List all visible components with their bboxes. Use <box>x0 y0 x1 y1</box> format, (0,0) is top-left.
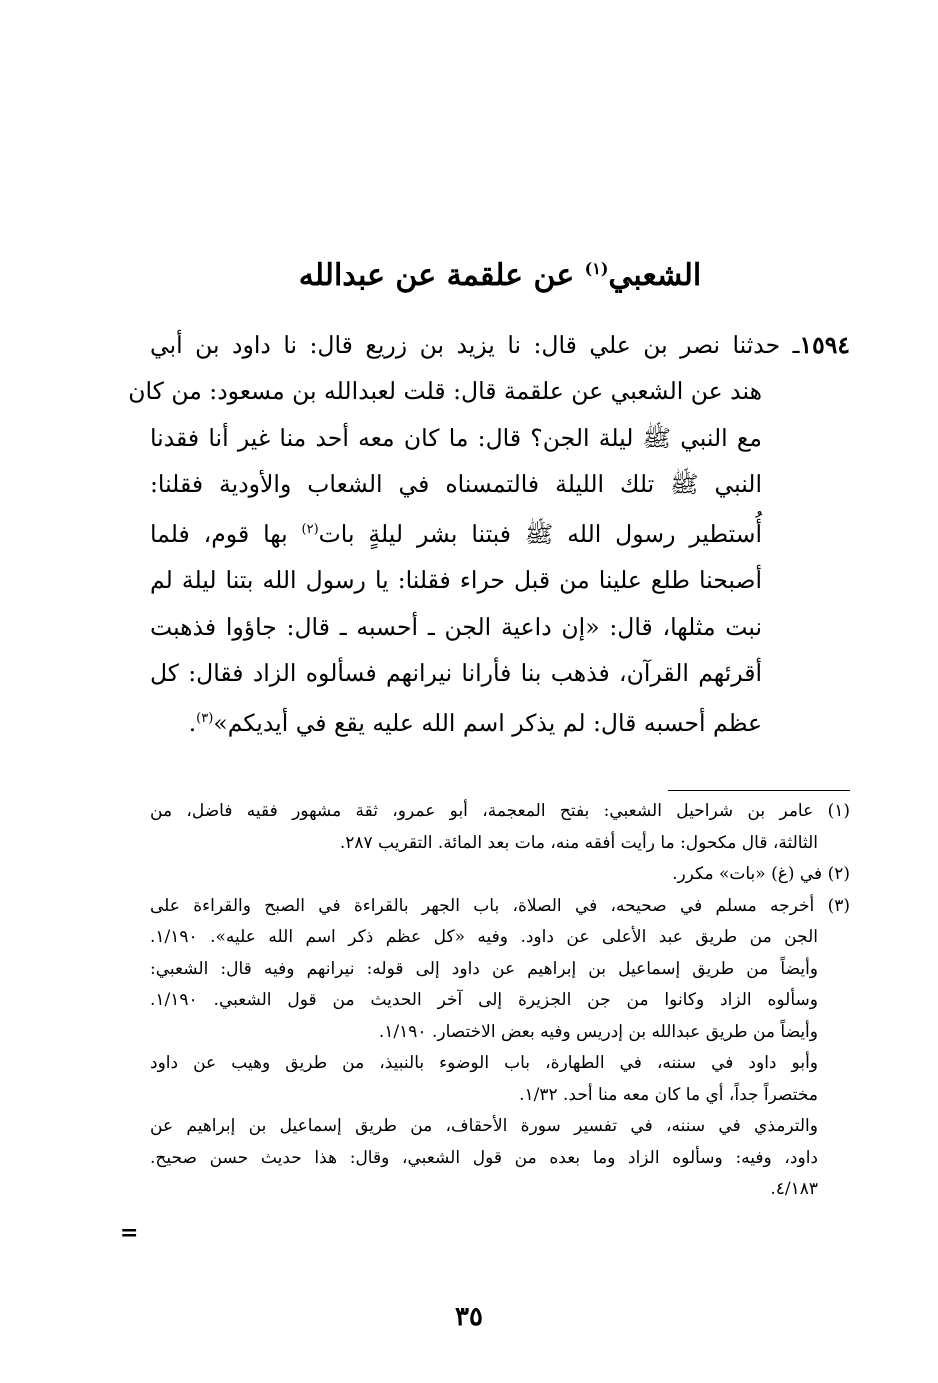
footnote-3-line-5: وأيضاً من طريق عبدالله بن إدريس وفيه بعض الاختصار. ١/١٩٠. <box>378 1021 818 1042</box>
footnote-3-line-8: والترمذي في سننه، في تفسير سورة الأحقاف، من طريق إسماعيل بن إبراهيم عن <box>150 1116 818 1136</box>
footnote-3-line-3: وأيضاً من طريق إسماعيل بن إبراهيم عن داود إلى قوله: نيرانهم وفيه قال: الشعبي: <box>150 958 818 979</box>
footnote-ref-3: (٣) <box>196 711 214 727</box>
footnote-3-line-6: وأبو داود في سننه، في الطهارة، باب الوضوء بالنبيذ، من طريق وهيب عن داود <box>150 1053 818 1073</box>
footnote-ref-2: (٢) <box>301 522 319 538</box>
footnote-3-line-1: (٣) أخرجه مسلم في صحيحه، في الصلاة، باب الجهر بالقراءة في الصبح والقراءة على <box>150 895 850 916</box>
hadith-number: ١٥٩٤ <box>799 331 850 359</box>
footnote-3-line-2: الجن من طريق عبد الأعلى عن داود. وفيه «كل عظم ذكر اسم الله عليه». ١/١٩٠. <box>150 927 818 947</box>
hadith-line-3: مع النبي ﷺ ليلة الجن؟ قال: ما كان معه أحد منا غير أنا فقدنا <box>150 423 762 452</box>
heading-text: الشعبي <box>608 258 702 293</box>
hadith-line-6: أصبحنا طلع علينا من قبل حراء فقلنا: يا رسول الله بتنا ليلة لم <box>150 566 762 595</box>
footnote-1-line-1: (١) عامر بن شراحيل الشعبي: بفتح المعجمة، أبو عمرو، ثقة مشهور فقيه فاضل، من <box>150 801 850 821</box>
footnote-separator <box>668 790 850 791</box>
footnotes <box>150 796 850 1206</box>
heading-text-after: عن علقمة عن عبدالله <box>298 258 585 293</box>
footnote-ref-1: (١) <box>584 259 609 278</box>
hadith-line-8: أقرئهم القرآن، فذهب بنا فأرانا نيرانهم فسألوه الزاد فقال: كل <box>150 658 762 687</box>
footnote-1-line-2: الثالثة، قال مكحول: ما رأيت أفقه منه، مات بعد المائة. التقريب ٢٨٧. <box>339 832 818 853</box>
hadith-line-1: ١٥٩٤ـ حدثنا نصر بن علي قال: نا يزيد بن زريع قال: نا داود بن أبي <box>150 331 850 359</box>
footnote-3-line-4: وسألوه الزاد وكانوا من جن الجزيرة إلى آخر الحديث من قول الشعبي. ١/١٩٠. <box>150 990 818 1010</box>
footnote-3-line-9: داود، وفيه: وسألوه الزاد وما بعده من قول الشعبي، وقال: هذا حديث حسن صحيح. <box>150 1147 818 1168</box>
hadith-text <box>128 322 850 746</box>
hadith-line-5: أُستطير رسول الله ﷺ فبتنا بشر ليلةٍ بات$^{(٢)}$ بها قوم، فلما <box>150 520 762 549</box>
footnote-3-line-10: ٤/١٨٣. <box>770 1179 818 1199</box>
hadith-line-7: نبت مثلها، قال: «إن داعية الجن ـ أحسبه ـ قال: جاؤوا فذهبت <box>150 612 762 641</box>
continuation-mark: = <box>120 1220 139 1246</box>
footnote-3-line-7: مختصراً جداً، أي ما كان معه منا أحد. ١/٣٢. <box>519 1084 818 1105</box>
hadith-line-2: هند عن الشعبي عن علقمة قال: قلت لعبدالله بن مسعود: من كان <box>128 377 762 406</box>
hadith-line-4: النبي ﷺ تلك الليلة فالتمسناه في الشعاب والأودية فقلنا: <box>150 469 762 498</box>
hadith-line-9: عظم أحسبه قال: لم يذكر اسم الله عليه يقع في أيديكم»$^{(٣)}$. <box>188 709 762 738</box>
footnote-2: (٢) في (غ) «بات» مكرر. <box>672 864 850 884</box>
page-number: ٣٥ <box>455 1302 483 1332</box>
section-heading <box>150 258 850 293</box>
